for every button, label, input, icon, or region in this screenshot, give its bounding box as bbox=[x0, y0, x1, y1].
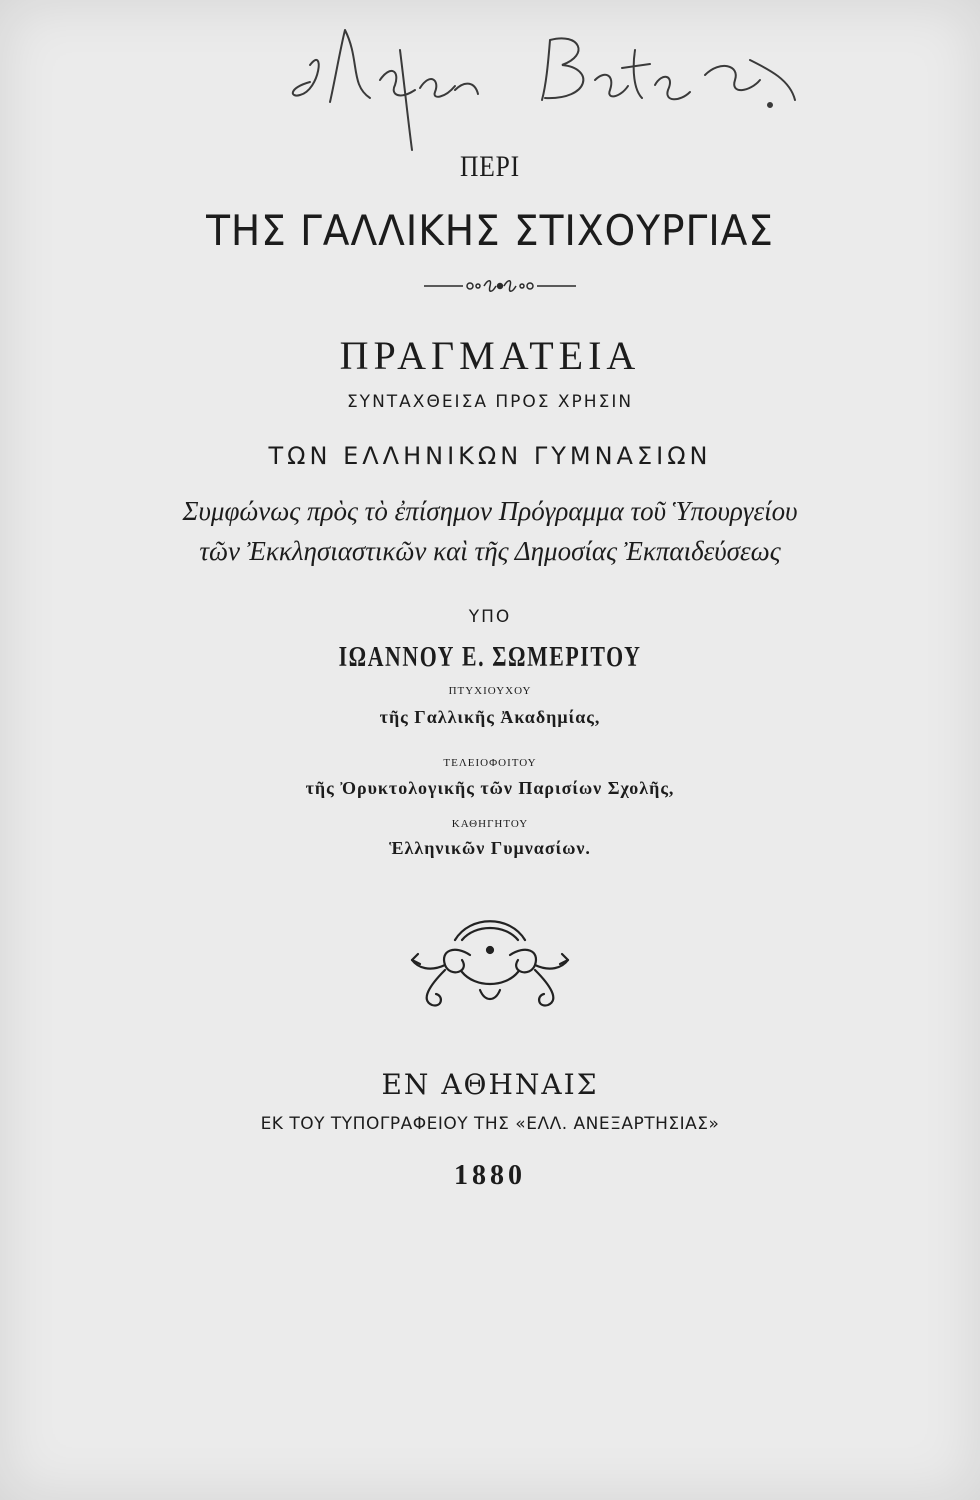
compiled-for-line: ΣΥΝΤΑΧΘΕΙΣΑ ΠΡΟΣ ΧΡΗΣΙΝ bbox=[346, 392, 634, 412]
credential-1-text: τῆς Γαλλικῆς Ἀκαδημίας, bbox=[379, 707, 601, 727]
subtitle-pragmateia: ΠΡΑΓΜΑΤΕΙΑ bbox=[339, 333, 641, 378]
scroll-vignette-ornament bbox=[0, 910, 980, 1010]
place-of-publication: ΕΝ ΑΘΗΝΑΙΣ bbox=[381, 1068, 599, 1101]
by-line: ΥΠΟ bbox=[468, 607, 512, 627]
book-title: ΤΗΣ ΓΑΛΛΙΚΗΣ ΣΤΙΧΟΥΡΓΙΑΣ bbox=[206, 206, 774, 255]
credential-1-label: ΠΤΥΧΙΟΥΧΟΥ bbox=[448, 685, 532, 697]
handwritten-signature bbox=[250, 10, 810, 160]
credential-3-label: ΚΑΘΗΓΗΤΟΥ bbox=[451, 818, 529, 830]
program-line-2: τῶν Ἐκκλησιαστικῶν καὶ τῆς Δημοσίας Ἐκπαιδεύσεως bbox=[199, 536, 781, 566]
program-line-1: Συμφώνως πρὸς τὸ ἐπίσημον Πρόγραμμα τοῦ Ὑπουργείου bbox=[182, 496, 798, 526]
heading-peri: ΠΕΡΙ bbox=[459, 150, 521, 183]
divider-ornament bbox=[0, 276, 980, 296]
publication-year: 1880 bbox=[454, 1160, 526, 1191]
printer-line: ΕΚ ΤΟΥ ΤΥΠΟΓΡΑΦΕΙΟΥ ΤΗΣ «ΕΛΛ. ΑΝΕΞΑΡΤΗΣΙΑΣ» bbox=[260, 1114, 720, 1134]
schools-line: ΤΩΝ ΕΛΛΗΝΙΚΩΝ ΓΥΜΝΑΣΙΩΝ bbox=[268, 442, 712, 470]
credential-3-text: Ἑλληνικῶν Γυμνασίων. bbox=[389, 838, 591, 858]
author-name: ΙΩΑΝΝΟΥ Ε. ΣΩΜΕΡΙΤΟΥ bbox=[338, 642, 642, 673]
credential-2-text: τῆς Ὀρυκτολογικῆς τῶν Παρισίων Σχολῆς, bbox=[305, 778, 675, 798]
credential-2-label: ΤΕΛΕΙΟΦΟΙΤΟΥ bbox=[443, 757, 537, 769]
